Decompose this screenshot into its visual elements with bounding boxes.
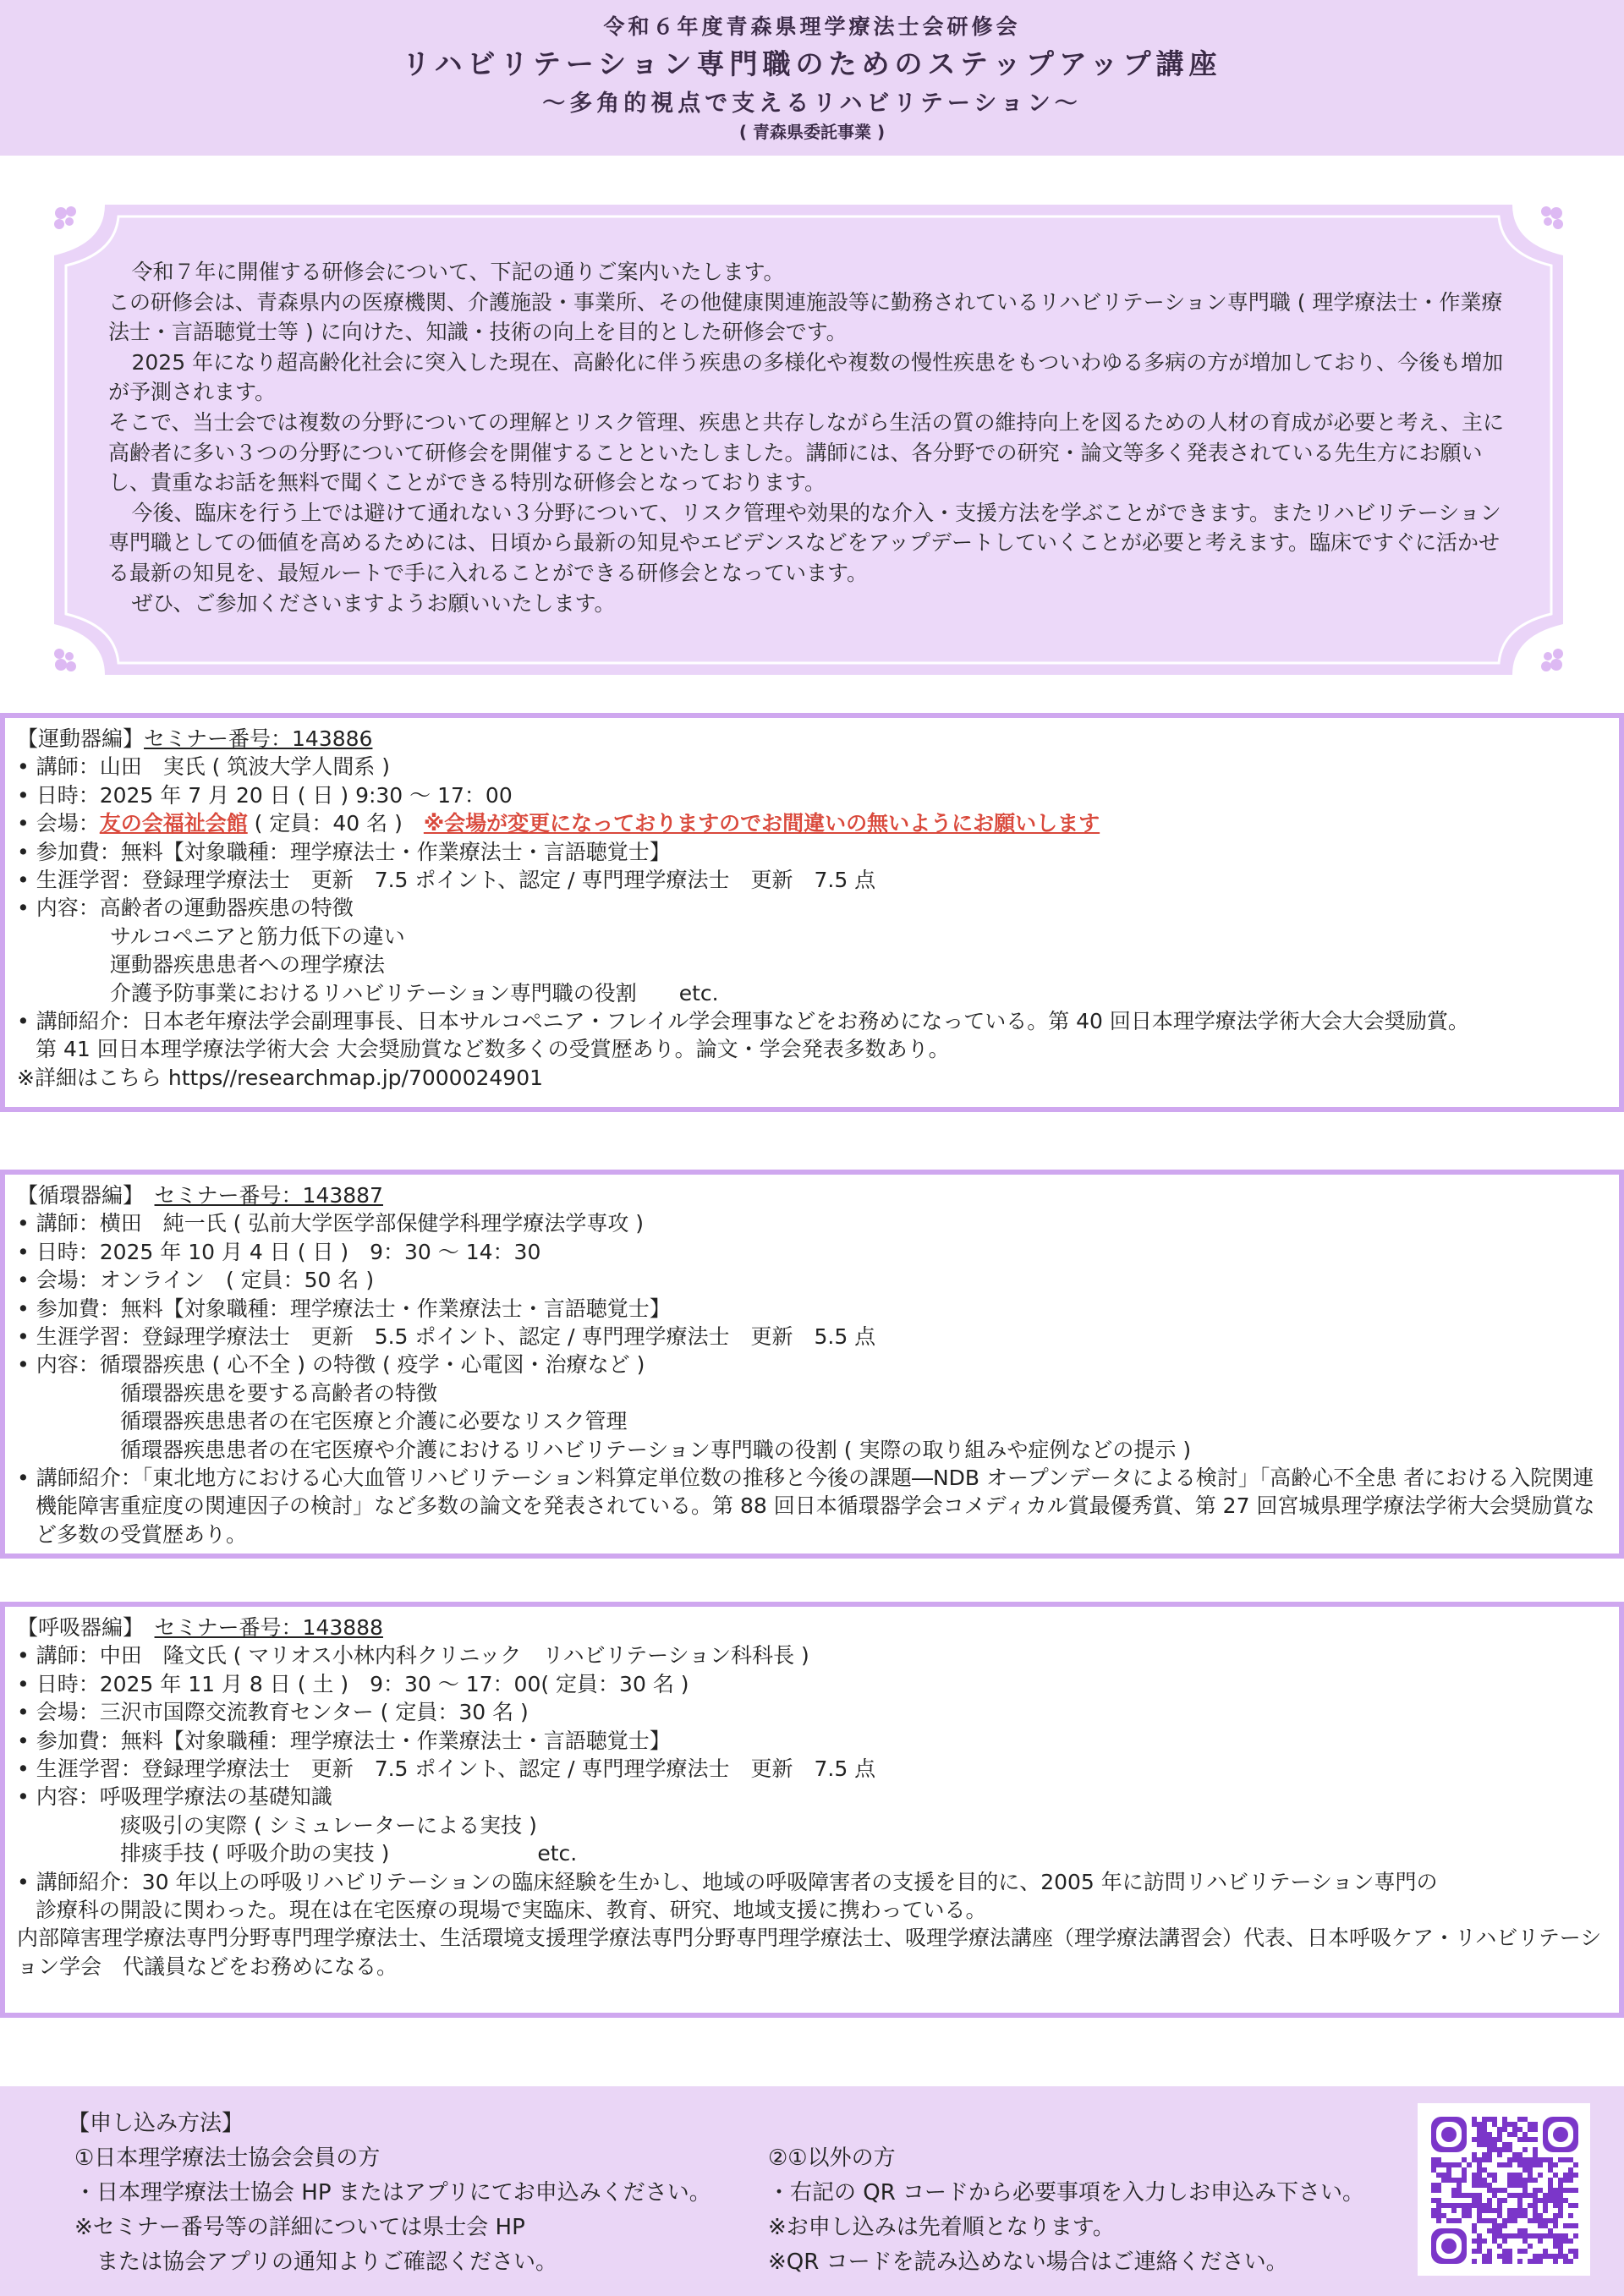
lecturer-profile: • 講師紹介：「東北地方における心大血管リハビリテーション料算定単位数の推移と今後の課題―NDB オープンデータによる検討」「高齢心不全患 者における入院関連機能障害重症度の関連因子の検討」など多数の論文を発表されている。第 88 回日本循環器学会コメディカル賞最優秀賞、第 27 回宮城県理学療法学術大会奨励賞など多数の受賞歴あり。: [17, 1464, 1612, 1548]
content-item: 痰吸引の実際 ( シミュレーターによる実技 ): [120, 1812, 537, 1838]
seminar-lecturer: • 講師：山田 実氏 ( 筑波大学人間系 ): [17, 753, 1612, 781]
nonmember-instruction: ・右記の QR コードから必要事項を入力しお申込み下さい。: [768, 2180, 1365, 2206]
member-note: ※セミナー番号等の詳細については県士会 HP: [74, 2215, 525, 2240]
application-qr-code[interactable]: [1418, 2103, 1590, 2276]
seminar-fee: • 参加費：無料【対象職種：理学療法士・作業療法士・言語聴覚士】: [17, 1727, 1612, 1755]
header-note: ( 青森県委託事業 ): [738, 122, 886, 142]
content-item: 介護予防事業におけるリハビリテーション専門職の役割 etc.: [110, 980, 719, 1006]
intro-paragraph: この研修会は、青森県内の医療機関、介護施設・事業所、その他健康関連施設等に勤務されているリハビリテーション専門職 ( 理学療法士・作業療法士・言語聴覚士等 ) に向けた、知識・技術の向上を目的とした研修会です。: [108, 289, 1503, 345]
seminar-heading: [17, 1614, 1612, 1641]
venue-capacity: ( 定員：40 名 ): [247, 811, 424, 836]
qr-code-icon: [1418, 2103, 1590, 2276]
seminar-number: セミナー番号：143888: [154, 1615, 383, 1640]
intro-paragraph: 2025 年になり超高齢化社会に突入した現在、高齢化に伴う疾患の多様化や複数の慢性疾患をもついわゆる多病の方が増加しており、今後も増加が予測されます。: [108, 349, 1504, 405]
page-header: [0, 0, 1624, 156]
flower-ornament-icon: [49, 639, 86, 677]
header-organizer: 令和６年度青森県理学療法士会研修会: [603, 14, 1021, 39]
venue-change-notice: ※会場が変更になっておりますのでお間違いの無いようにお願いします: [423, 811, 1100, 836]
content-item: 循環器疾患を要する高齢者の特徴: [120, 1380, 438, 1406]
seminar-datetime: • 日時：2025 年 11 月 8 日 ( 土 ) 9：30 〜 17：00( 定員：30 名 ): [17, 1670, 1612, 1698]
lecturer-profile: • 講師紹介：30 年以上の呼吸リハビリテーションの臨床経験を生かし、地域の呼吸障害者の支援を目的に、2005 年に訪問リハビリテーション専門の: [17, 1868, 1612, 1896]
seminar-category: 【循環器編】: [17, 1183, 134, 1208]
intro-paragraph: そこで、当士会では複数の分野についての理解とリスク管理、疾患と共存しながら生活の質の維持向上を図るための人材の育成が必要と考え、主に高齢者に多い３つの分野について研修会を開催することといたしました。講師には、各分野での研究・論文等多く発表されている先生方にお願いし、貴重なお話を無料で聞くことができる特別な研修会となっております。: [108, 409, 1505, 496]
application-footer: [0, 2086, 1624, 2296]
seminar-number: セミナー番号：143886: [144, 726, 373, 751]
seminar-content: • 内容：循環器疾患 ( 心不全 ) の特徴 ( 疫学・心電図・治療など ): [17, 1351, 1612, 1378]
seminar-datetime: • 日時：2025 年 10 月 4 日 ( 日 ) 9：30 〜 14：30: [17, 1238, 1612, 1266]
nonmember-heading: ②①以外の方: [768, 2145, 896, 2171]
intro-text: [108, 257, 1512, 618]
seminar-datetime: • 日時：2025 年 7 月 20 日 ( 日 ) 9:30 〜 17：00: [17, 781, 1612, 809]
nonmember-note: ※お申し込みは先着順となります。: [768, 2215, 1115, 2240]
intro-paragraph: ぜひ、ご参加くださいますようお願いいたします。: [131, 590, 616, 616]
content-item: 循環器疾患患者の在宅医療や介護におけるリハビリテーション専門職の役割 ( 実際の取り組みや症例などの提示 ): [120, 1437, 1192, 1462]
member-heading: ①日本理学療法士協会会員の方: [74, 2145, 381, 2171]
application-left-column: [74, 2141, 711, 2280]
seminar-learning-points: • 生涯学習：登録理学療法士 更新 7.5 ポイント、認定 / 専門理学療法士 更新 7.5 点: [17, 866, 1612, 894]
seminar-box-musculoskeletal: [0, 713, 1624, 1112]
page-title: リハビリテーション専門職のためのステップアップ講座: [402, 47, 1222, 80]
intro-paragraph: 今後、臨床を行う上では避けて通れない３分野について、リスク管理や効果的な介入・支援方法を学ぶことができます。またリハビリテーション専門職としての価値を高めるためには、日頃から最新の知見やエビデンスなどをアップデートしていくことが必要と考えます。臨床ですぐに活かせる最新の知見を、最短ルートで手に入れることができる研修会となっています。: [108, 500, 1501, 585]
content-item: 運動器疾患患者への理学療法: [110, 952, 386, 978]
seminar-fee: • 参加費：無料【対象職種：理学療法士・作業療法士・言語聴覚士】: [17, 838, 1612, 866]
seminar-lecturer: • 講師：中田 隆文氏 ( マリオス小林内科クリニック リハビリテーション科科長 ): [17, 1641, 1612, 1669]
seminar-heading: [17, 725, 1612, 753]
content-item: 排痰手技 ( 呼吸介助の実技 ) etc.: [120, 1841, 578, 1866]
application-right-column: [768, 2141, 1364, 2280]
seminar-learning-points: • 生涯学習：登録理学療法士 更新 5.5 ポイント、認定 / 専門理学療法士 更新 5.5 点: [17, 1323, 1612, 1351]
venue-label: 会場：: [36, 811, 100, 836]
seminar-box-respiratory: [0, 1602, 1624, 2018]
nonmember-note-cont: ※QR コードを読み込めない場合はご連絡ください。: [768, 2249, 1288, 2275]
application-title: 【申し込み方法】: [68, 2111, 244, 2136]
flower-ornament-icon: [1531, 639, 1568, 677]
intro-paragraph: 令和７年に開催する研修会について、下記の通りご案内いたします。: [131, 260, 785, 284]
seminar-venue: [17, 809, 1612, 837]
seminar-venue: • 会場：オンライン ( 定員：50 名 ): [17, 1266, 1612, 1294]
seminar-fee: • 参加費：無料【対象職種：理学療法士・作業療法士・言語聴覚士】: [17, 1295, 1612, 1323]
member-instruction: ・日本理学療法士協会 HP またはアプリにてお申込みください。: [74, 2180, 711, 2206]
detail-link[interactable]: ※詳細はこちら https//researchmap.jp/7000024901: [17, 1065, 544, 1090]
seminar-learning-points: • 生涯学習：登録理学療法士 更新 7.5 ポイント、認定 / 専門理学療法士 更新 7.5 点: [17, 1755, 1612, 1783]
page-subtitle: 〜多角的視点で支えるリハビリテーション〜: [542, 90, 1082, 117]
seminar-number: セミナー番号：143887: [154, 1183, 383, 1208]
seminar-content: • 内容：高齢者の運動器疾患の特徴: [17, 894, 1612, 922]
seminar-heading: [17, 1181, 1612, 1209]
seminar-box-cardiovascular: [0, 1170, 1624, 1559]
member-note-cont: または協会アプリの通知よりご確認ください。: [74, 2249, 557, 2275]
lecturer-profile: • 講師紹介：日本老年療法学会副理事長、日本サルコペニア・フレイル学会理事などをお務めになっている。第 40 回日本理学療法学術大会大会奨励賞。: [17, 1007, 1612, 1035]
flower-ornament-icon: [49, 201, 86, 238]
flower-ornament-icon: [1531, 201, 1568, 238]
seminar-venue: • 会場：三沢市国際交流教育センター ( 定員：30 名 ): [17, 1698, 1612, 1726]
seminar-content: • 内容：呼吸理学療法の基礎知識: [17, 1783, 1612, 1811]
seminar-category: 【運動器編】: [17, 726, 145, 751]
content-item: 循環器疾患患者の在宅医療と介護に必要なリスク管理: [120, 1409, 628, 1434]
lecturer-qualifications: 内部障害理学療法専門分野専門理学療法士、生活環境支援理学療法専門分野専門理学療法士、吸理学療法講座（理学療法講習会）代表、日本呼吸ケア・リハビリテーション学会 代議員などをお務めになる。: [17, 1926, 1602, 1979]
lecturer-profile-cont: 第 41 回日本理学療法学術大会 大会奨励賞など数多くの受賞歴あり。論文・学会発表多数あり。: [36, 1037, 950, 1062]
seminar-category: 【呼吸器編】: [17, 1615, 134, 1640]
venue-name: 友の会福祉会館: [99, 811, 248, 836]
seminar-lecturer: • 講師：横田 純一氏 ( 弘前大学医学部保健学科理学療法学専攻 ): [17, 1209, 1612, 1237]
lecturer-profile-cont: 診療科の開設に関わった。現在は在宅医療の現場で実臨床、教育、研究、地域支援に携わっている。: [36, 1898, 987, 1923]
content-item: サルコペニアと筋力低下の違い: [110, 923, 405, 949]
